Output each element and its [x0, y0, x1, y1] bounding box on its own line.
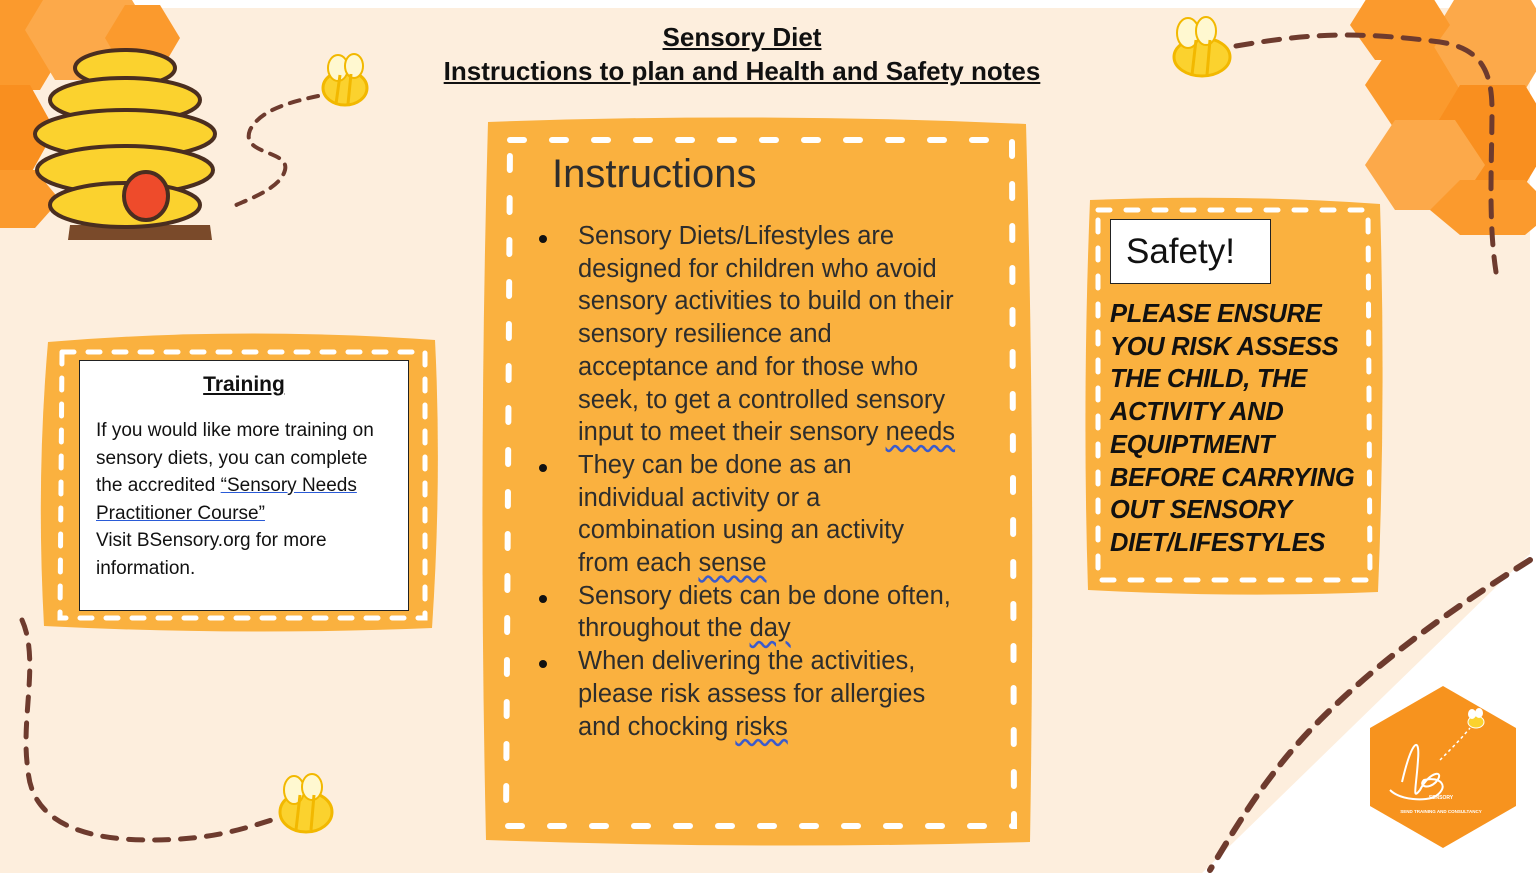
safety-heading: Safety! [1126, 232, 1235, 271]
page-title: Sensory Diet [662, 22, 822, 52]
instruction-text: They can be done as an individual activity or a combination using an activity from each [578, 450, 905, 578]
bee-trail-top-left [230, 96, 318, 208]
instruction-underlined-word: day [749, 614, 791, 643]
training-box [79, 360, 409, 611]
training-heading: Training [203, 373, 285, 396]
training-visit-text: Visit BSensory.org for more information. [96, 530, 327, 579]
list-item [528, 220, 958, 449]
instruction-underlined-word: risks [735, 712, 788, 741]
training-paragraph [96, 417, 396, 527]
instruction-underlined-word: sense [698, 549, 767, 578]
instruction-text: When delivering the activities, please risk assess for allergies and chocking [578, 647, 926, 741]
instructions-list [528, 220, 958, 743]
page-subtitle: Instructions to plan and Health and Safety notes [443, 56, 1041, 86]
safety-box [1110, 219, 1271, 284]
list-item [528, 580, 958, 645]
list-item [528, 449, 958, 580]
safety-warning: PLEASE ENSURE YOU RISK ASSESS THE CHILD, THE ACTIVITY AND EQUIPTMENT BEFORE CARRYING OUT SENSORY DIET/LIFESTYLES [1110, 300, 1355, 557]
course-name: “Sensory Needs Practitioner Course” [96, 475, 357, 524]
logo-tagline: SEND TRAINING AND CONSULTANCY [1400, 809, 1482, 814]
bee-trail-bottom-left [22, 620, 278, 840]
list-item [528, 645, 958, 743]
instructions-title: Instructions [552, 152, 757, 196]
instruction-text: Sensory Diets/Lifestyles are designed for children who avoid sensory activities to build on their sensory resilience and acceptance and for those who seek, to get a controlled sensory input to meet their sensory [578, 222, 954, 447]
instruction-text: Sensory diets can be done often, throughout the [578, 581, 951, 643]
instruction-underlined-word: needs [885, 418, 956, 447]
bee-icon [280, 774, 332, 832]
training-intro-text: If you would like more training on sensory diets, you can complete the accredited [96, 420, 374, 496]
training-body [96, 417, 396, 582]
logo-name: SENSORY [1428, 795, 1454, 801]
